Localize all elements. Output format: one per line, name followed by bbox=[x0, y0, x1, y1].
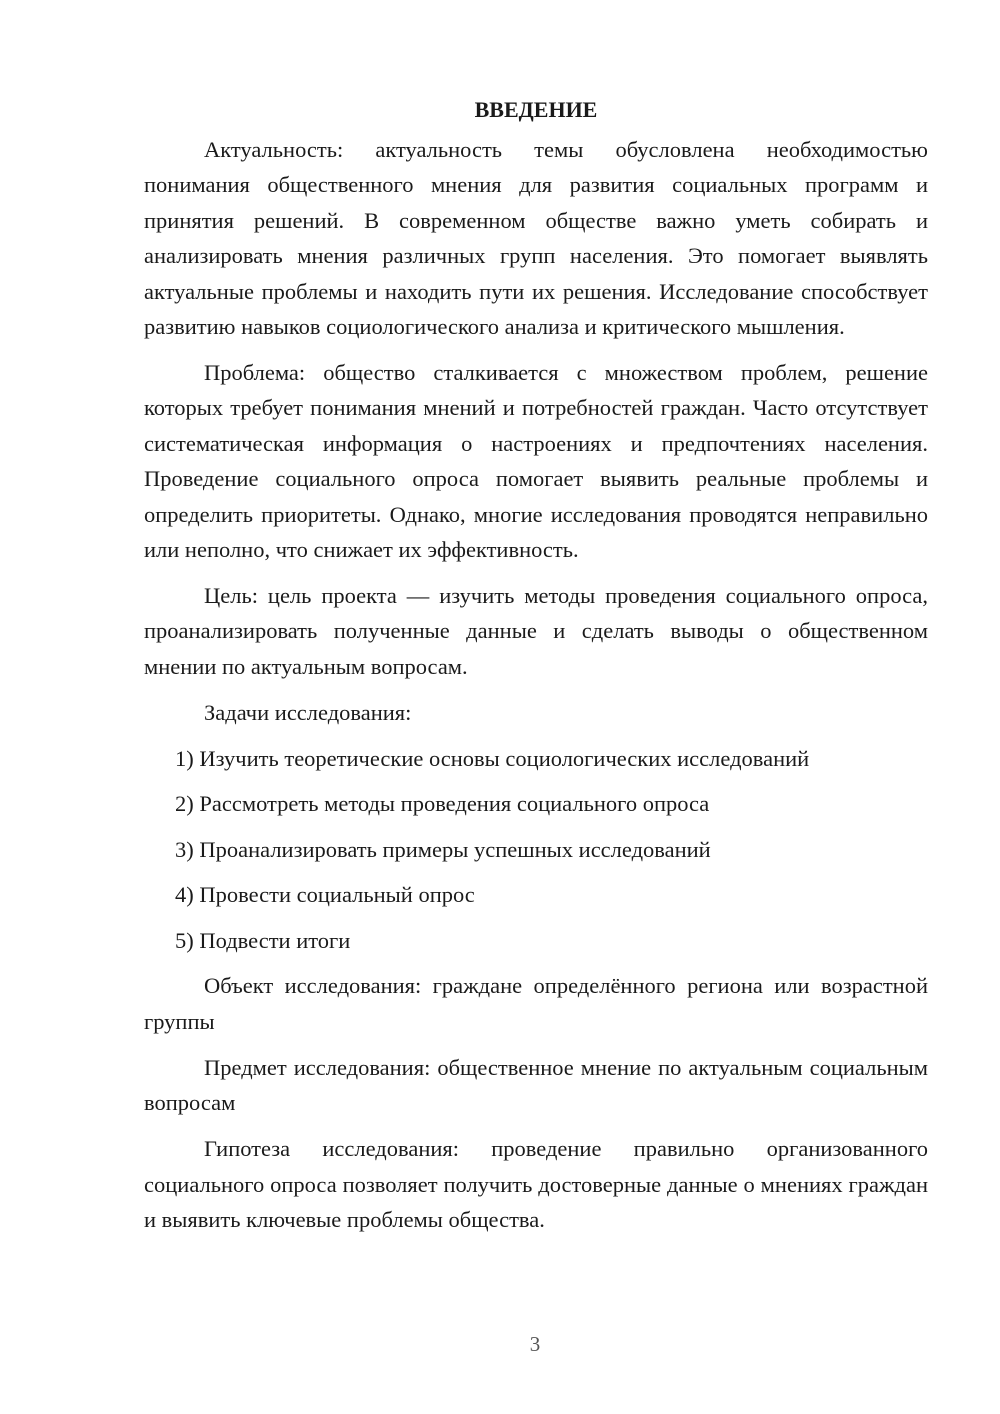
hypothesis-paragraph: Гипотеза исследования: проведение правильно организованного социального опроса позволяет получить достоверные данные о мнениях граждан и выявить ключевые проблемы общества. bbox=[144, 1136, 928, 1232]
tasks-heading: Задачи исследования: bbox=[204, 699, 412, 725]
goal-paragraph: Цель: цель проекта — изучить методы проведения социального опроса, проанализировать полученные данные и сделать выводы о общественном мнении по актуальным вопросам. bbox=[144, 582, 928, 679]
object-paragraph: Объект исследования: граждане определённого региона или возрастной группы bbox=[144, 973, 928, 1034]
tasks-list bbox=[144, 741, 928, 959]
relevance-paragraph: Актуальность: актуальность темы обусловлена необходимостью понимания общественного мнения для развития социальных программ и принятия решений. В современном обществе важно уметь собирать и анализировать мнения различных групп населения. Это помогает выявлять актуальные проблемы и находить пути их решения. Исследование способствует развитию навыков социологического анализа и критического мышления. bbox=[144, 137, 928, 340]
subject-paragraph: Предмет исследования: общественное мнение по актуальным социальным вопросам bbox=[144, 1054, 928, 1116]
task-item: 2) Рассмотреть методы проведения социального опроса bbox=[175, 791, 710, 817]
problem-paragraph: Проблема: общество сталкивается с множеством проблем, решение которых требует понимания мнений и потребностей граждан. Часто отсутствует систематическая информация о настроениях и предпочтениях населения. Проведение социального опроса помогает выявить реальные проблемы и определить приоритеты. Однако, многие исследования проводятся неправильно или неполно, что снижает их эффективность. bbox=[144, 359, 928, 562]
document-page bbox=[144, 92, 928, 1248]
task-item: 1) Изучить теоретические основы социологических исследований bbox=[175, 745, 810, 771]
section-title: ВВЕДЕНИЕ bbox=[474, 97, 598, 122]
page-number: 3 bbox=[529, 1332, 541, 1356]
task-item: 3) Проанализировать примеры успешных исследований bbox=[175, 836, 711, 862]
task-item: 5) Подвести итоги bbox=[175, 927, 351, 953]
task-item: 4) Провести социальный опрос bbox=[175, 882, 475, 908]
